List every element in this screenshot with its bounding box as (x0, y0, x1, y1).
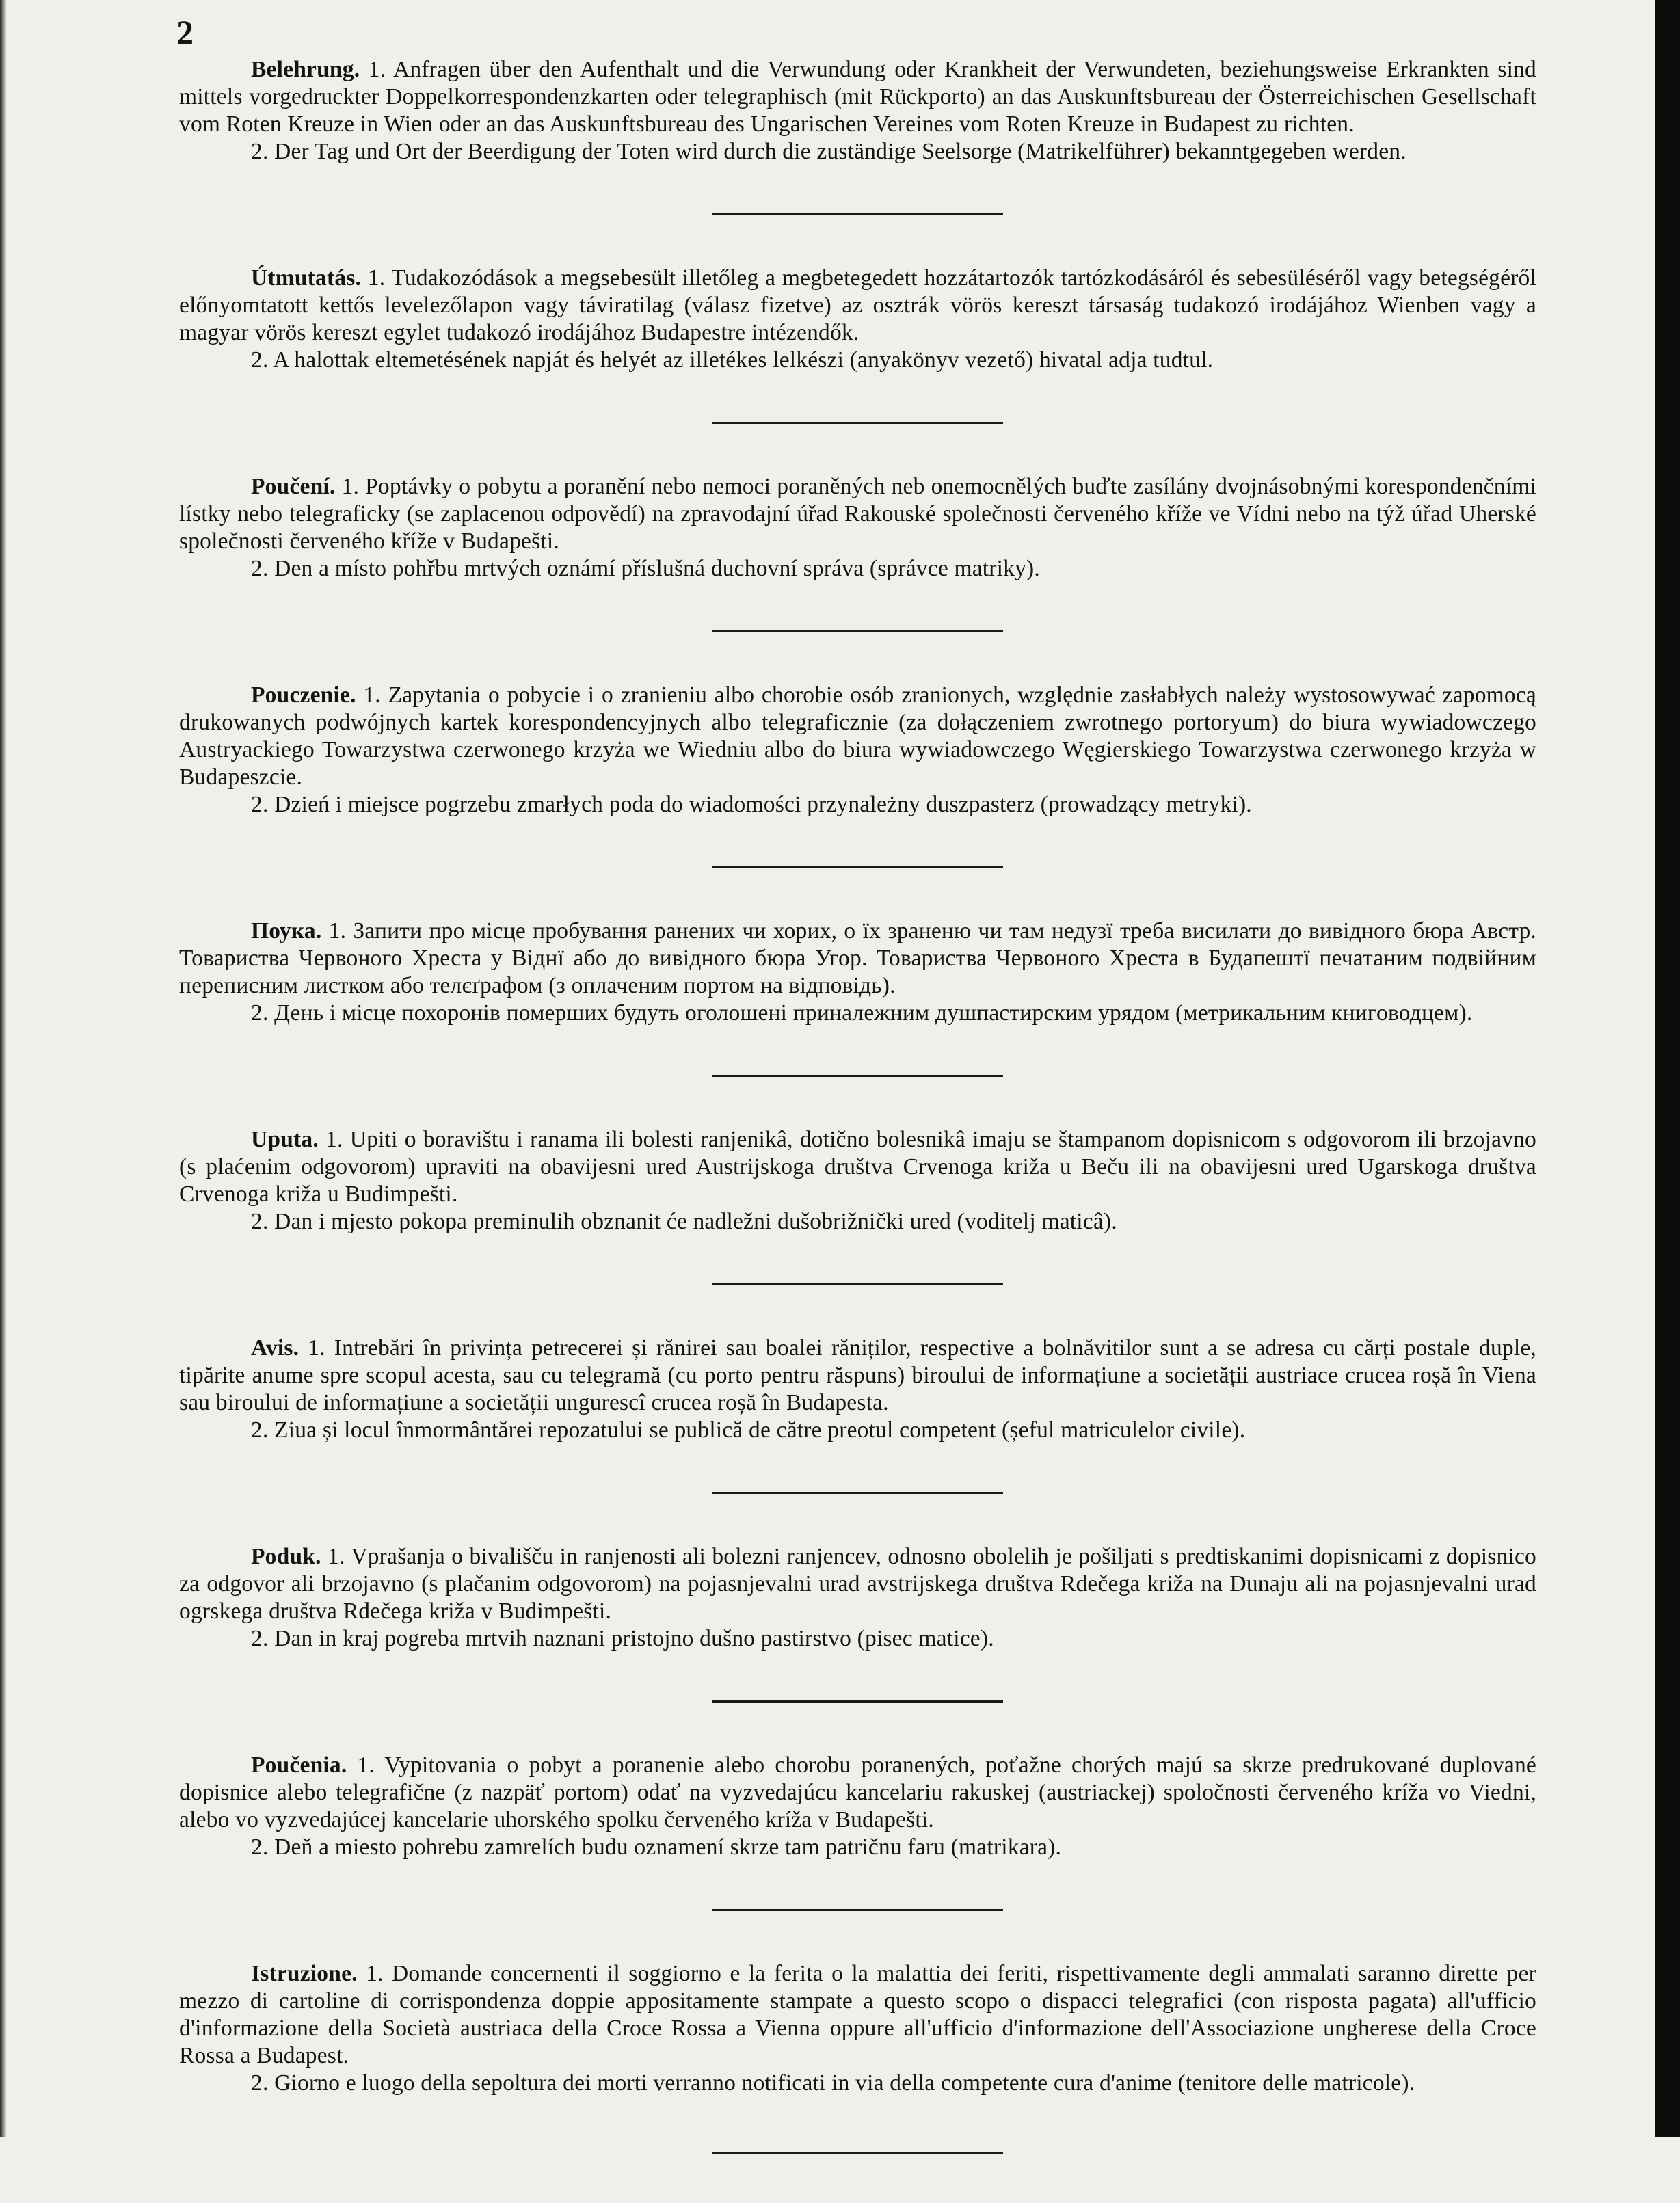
document-body (179, 56, 1536, 2203)
section-divider (712, 866, 1003, 868)
section-divider (712, 2152, 1003, 2154)
section-divider (712, 422, 1003, 424)
section-romanian (179, 1335, 1536, 1444)
section-paragraph-1: 1. Intrebări în privința petrecerei și rănirei sau boalei răniților, respective a bolnăvitilor sunt a se adresa cu cărți postale duple, tipărite anume spre scopul acesta, sau cu telegramă (cu porto pentru răspuns) biroului de informațiune a societății austriace crucea roșă în Viena sau biroului de informațiune a societății ungurescî crucea roșă în Budapesta. (179, 1335, 1536, 1415)
section-heading: Poučenia. (251, 1752, 347, 1778)
section-croatian (179, 1126, 1536, 1236)
section-divider (712, 1909, 1003, 1911)
section-czech (179, 473, 1536, 583)
section-paragraph-2: 2. A halottak eltemetésének napját és helyét az illetékes lelkészi (anyakönyv vezető) hivatal adja tudtul. (251, 347, 1214, 373)
section-paragraph-1: 1. Запити про місце пробування ранених чи хорих, о їх зраненю чи там недузї треба висилати до вивідного бюра Австр. Товариства Червоного Хреста у Віднї або до вивідного бюра Угор. Товариства Червоного Хреста в Будапештї печатаним подвійним переписним листком або телєґрафом (з оплаченим портом на відповідь). (179, 918, 1536, 998)
section-heading: Útmutatás. (251, 265, 362, 291)
section-divider (712, 1075, 1003, 1077)
section-heading: Istruzione. (251, 1961, 358, 1986)
section-paragraph-2: 2. Dan i mjesto pokopa preminulih obznanit će nadležni dušobrižnički ured (voditelj maticâ). (251, 1209, 1117, 1234)
section-paragraph-2: 2. Dzień i miejsce pogrzebu zmarłych poda do wiadomości przynależny duszpasterz (prowadzący metryki). (251, 792, 1252, 817)
section-heading: Belehrung. (251, 57, 360, 82)
section-paragraph-2: 2. Dan in kraj pogreba mrtvih naznani pristojno dušno pastirstvo (pisec matice). (251, 1626, 994, 1651)
page-number: 2 (176, 13, 194, 51)
section-paragraph-2: 2. Der Tag und Ort der Beerdigung der Toten wird durch die zuständige Seelsorge (Matrikelführer) bekanntgegeben werden. (251, 139, 1406, 164)
section-paragraph-2: 2. Deň a miesto pohrebu zamrelích budu oznamení skrze tam patričnu faru (matrikara). (251, 1834, 1062, 1860)
section-polish (179, 682, 1536, 818)
section-heading: Pouczenie. (251, 682, 356, 708)
section-paragraph-1: 1. Vypitovania o pobyt a poranenie alebo chorobu poranených, poťažne chorých majú sa skrze predrukované duplované dopisnice alebo telegrafične (z nazpäť portom) odať na vyzvedajúcu kancelariu rakuskej (austriackej) spoločnosti červeného kríža vo Viedni, alebo vo vyzvedajúcej kancelarie uhorského spolku červeného kríža v Budapešti. (179, 1752, 1536, 1832)
section-hungarian (179, 265, 1536, 374)
section-divider (712, 1492, 1003, 1494)
section-paragraph-1: 1. Anfragen über den Aufenthalt und die Verwundung oder Krankheit der Verwundeten, beziehungsweise Erkrankten sind mittels vorgedruckter Doppelkorrespondenzkarten oder telegraphisch (mit Rückporto) an das Auskunftsbureau der Österreichischen Gesellschaft vom Roten Kreuze in Wien oder an das Auskunftsbureau des Ungarischen Vereines vom Roten Kreuze in Budapest zu richten. (179, 57, 1536, 137)
section-paragraph-2: 2. Giorno e luogo della sepoltura dei morti verranno notificati in via della competente cura d'anime (tenitore delle matricole). (251, 2070, 1415, 2096)
section-heading: Avis. (251, 1335, 299, 1361)
section-paragraph-1: 1. Upiti o boravištu i ranama ili bolesti ranjenikâ, dotično bolesnikâ imaju se štampanom dopisnicom s odgovorom ili brzojavno (s plaćenim odgovorom) upraviti na obavijesni ured Austrijskoga društva Crvenoga križa u Beču ili na obavijesni ured Ugarskoga društva Crvenoga križa u Budimpešti. (179, 1127, 1537, 1207)
section-ukrainian (179, 918, 1536, 1027)
section-paragraph-1: 1. Zapytania o pobycie i o zranieniu albo chorobie osób zranionych, względnie zasłabłych należy wystosowywać zapomocą drukowanych podwójnych kartek korespondencyjnych albo telegraficznie (za dołączeniem zwrotnego portoryum) do biura wywiadowczego Austryackiego Towarzystwa czerwonego krzyża we Wiedniu albo do biura wywiadowczego Węgierskiego Towarzystwa czerwonego krzyża w Budapeszcie. (179, 682, 1537, 790)
section-heading: Poučení. (251, 474, 336, 499)
section-paragraph-2: 2. Ziua și locul înmormântărei repozatului se publică de către preotul competent (șeful matriculelor civile). (251, 1417, 1246, 1443)
section-paragraph-2: 2. Den a místo pohřbu mrtvých oznámí příslušná duchovní správa (správce matriky). (251, 556, 1040, 581)
section-italian (179, 1960, 1536, 2097)
section-slovene (179, 1543, 1536, 1653)
section-heading: Поука. (251, 918, 322, 944)
section-paragraph-2: 2. День і місце похоронів померших будуть оголошені приналежним душпастирским урядом (метрикальним книговодцем). (251, 1000, 1473, 1026)
section-divider (712, 1283, 1003, 1285)
section-heading: Uputa. (251, 1127, 319, 1152)
section-paragraph-1: 1. Poptávky o pobytu a poranění nebo nemoci poraněných neb onemocnělých buďte zasílány dvojnásobnými korespondenčními lístky nebo telegraficky (se zaplacenou odpovědí) na zpravodajní úřad Rakouské společnosti červeného kříže ve Vídni nebo na týž úřad Uherské společnosti červeného kříže v Budapešti. (179, 474, 1537, 554)
section-paragraph-1: 1. Domande concernenti il soggiorno e la ferita o la malattia dei feriti, rispettivamente degli ammalati saranno dirette per mezzo di cartoline di corrispondenza doppie appositamente stampate a questo scopo o dispacci telegrafici (con risposta pagata) all'ufficio d'informazione della Società austriaca della Croce Rossa a Vienna oppure all'ufficio d'informazione dell'Associazione ungherese della Croce Rossa a Budapest. (179, 1961, 1536, 2068)
section-divider (712, 630, 1003, 632)
section-divider (712, 1700, 1003, 1703)
section-german (179, 56, 1536, 165)
section-heading: Poduk. (251, 1544, 321, 1569)
page-edge-right (1655, 0, 1680, 2137)
section-paragraph-1: 1. Vprašanja o bivališču in ranjenosti ali bolezni ranjencev, odnosno obolelih je pošiljati s predtiskanimi dopisnicami z dopisnico za odgovor ali brzojavno (s plačanim odgovorom) na pojasnjevalni urad avstrijskega društva Rdečega križa na Dunaju ali na pojasnjevalni urad ogrskega društva Rdečega križa v Budimpešti. (179, 1544, 1536, 1624)
page-edge-left (0, 0, 7, 2137)
section-divider (712, 213, 1003, 215)
section-paragraph-1: 1. Tudakozódások a megsebesült illetőleg a megbetegedett hozzátartozók tartózkodásáról és sebesüléséről vagy betegségéről előnyomtatott kettős levelezőlapon vagy táviratilag (válasz fizetve) az osztrák vörös kereszt társaság tudakozó irodájához Wienben vagy a magyar vörös kereszt egylet tudakozó irodájához Budapestre intézendők. (179, 265, 1536, 345)
section-slovak (179, 1752, 1536, 1861)
